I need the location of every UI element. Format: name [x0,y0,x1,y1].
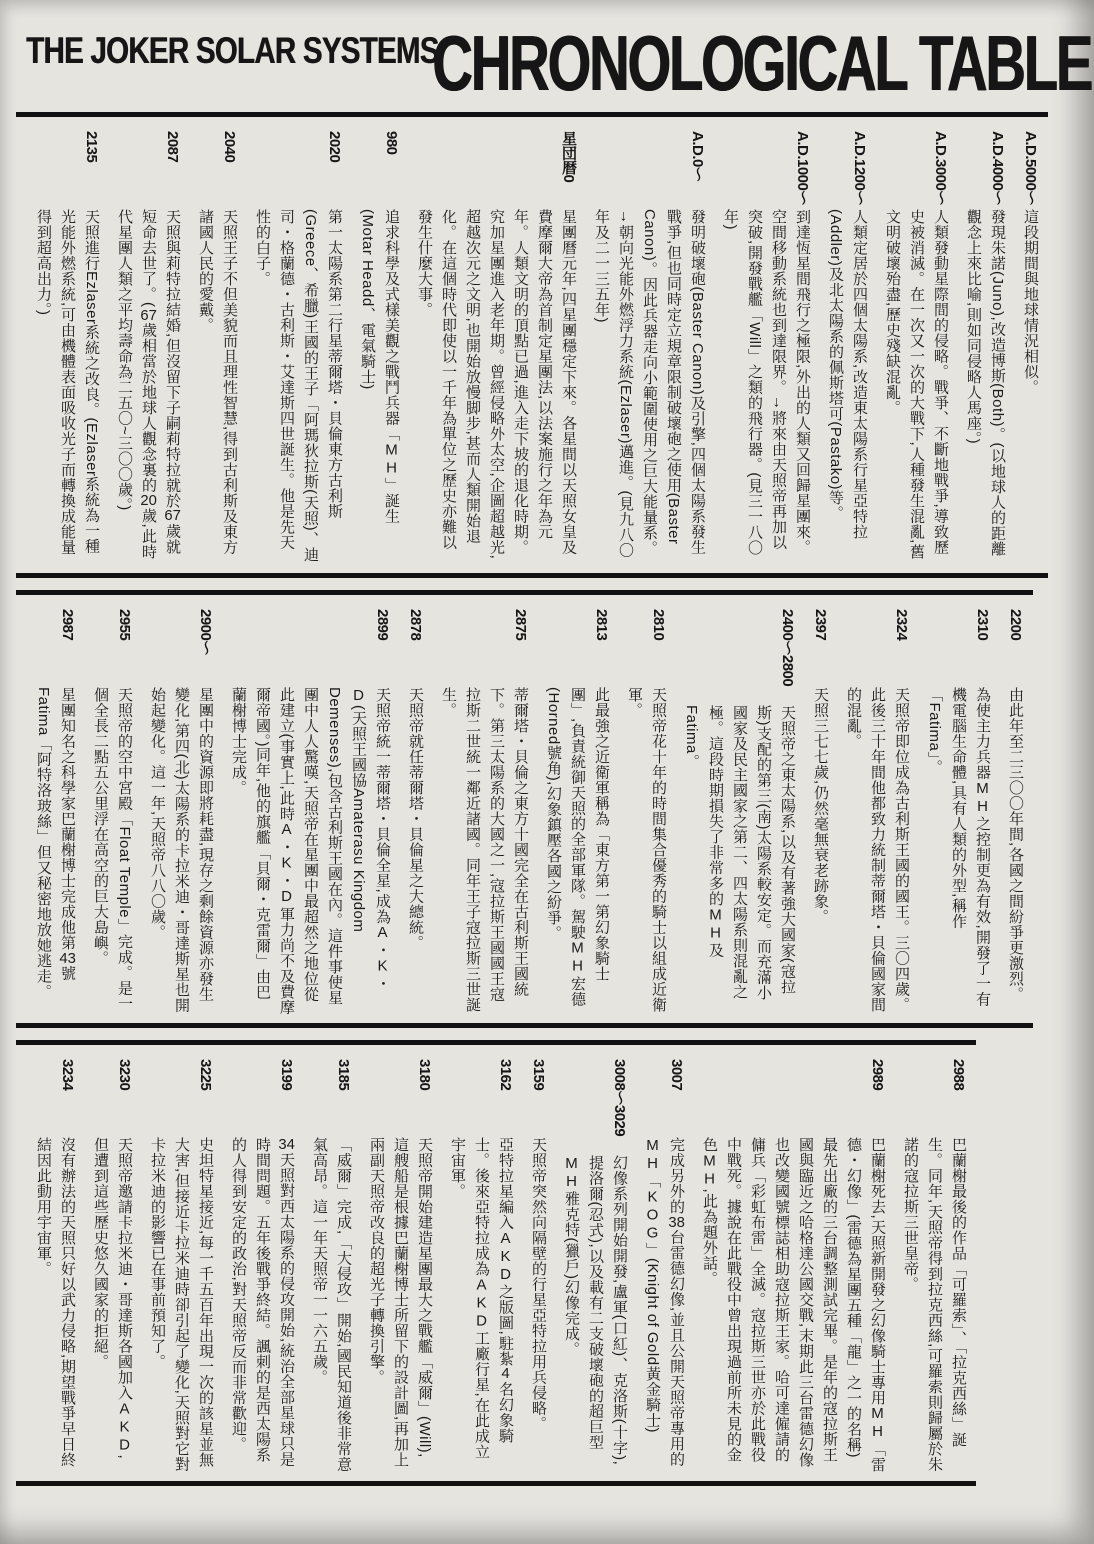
entry-year: A.D.1000〜 [794,131,811,205]
entry-year: 星団暦0 [560,131,577,183]
timeline-entry [112,125,184,565]
entry-text: 發現朱諾(Juno),改造博斯(Both)。(以地球人的距離觀念上來比喻,則如同侵略人馬座。) [965,209,1006,557]
timeline-band-ancient [16,112,1048,578]
timeline-band-middle [16,590,1033,1028]
timeline-entry [31,1053,79,1473]
entry-text: 天照帝邀請卡拉米迪・哥達斯各國加入AKD,但遭到這些歷史悠久國家的拒絕。 [92,1137,133,1460]
timeline-entry [193,125,241,565]
timeline-entry [364,1053,436,1473]
timeline-entry [88,1053,136,1473]
timeline-entry [226,1053,298,1473]
entry-year: A.D.3000〜 [932,131,949,205]
entry-year: 2020 [326,131,343,163]
entry-text: 天照帝統一蒂爾塔・貝倫全星,成為A・K・D(天照王國協Amaterasu Kingdom Demenses),包含古利斯王國在內。這件事使星團中人人驚嘆,天照帝在星團中最超然之地位從此建立(事實上,此時A・K・D軍力尚不及費摩爾帝國。)同年,他的旗艦「貝爾・克雷爾」由巴蘭榭博士完成。 [230,687,391,1015]
entry-year: 2875 [512,609,529,641]
entry-year: 3230 [116,1059,133,1091]
entry-year: A.D.5000〜 [1022,131,1039,205]
timeline-entry [1003,603,1027,1015]
entry-text: 由此年至二三〇〇年間,各國之間紛爭更激烈。 [1007,687,1024,1002]
timeline-entry [718,125,814,565]
entry-year: 2397 [812,609,829,641]
entry-year: 3008〜3029 [611,1059,628,1137]
timeline-entry [445,1053,517,1473]
entry-text: 天照與莉特拉結婚,但沒留下子嗣莉特拉就於67歲就短命去世了。(67歲相當於地球人觀念裏的20歲,此時代星團人類之平均壽命為二五〇~三〇〇歲。) [116,209,181,560]
page-header [0,0,1094,112]
entry-year: 2989 [869,1059,886,1091]
entry-text: 蒂爾塔・貝倫之東方十國完全在古利斯王國統下。第三太陽系的大國之一,寇拉斯王國國王寇拉斯二世統一鄰近諸國。同年王子寇拉斯三世誕生。 [440,687,529,1013]
timeline-entry [88,603,136,1015]
entry-text: 追求科學及式樣美觀之戰鬥兵器「MH」誕生(Motar Headd、電氣騎士) [359,209,400,524]
entry-text: 星團曆元年,四星團穩定下來。各星間以天照女皇及費摩爾大帝為首制定星團法,以法案施行之年為元年。人類文明的頂點已過,進入走下坡的退化時期。究加星團進入老年期。曾經侵略外太空,企圖超越光,超越次元之文明,也開始放慢脚步,甚而人類開始退化。在這個時代即使以一千年為單位之歷史亦難以發生什麼大事。 [416,209,577,560]
entry-text: 第一太陽系第二行星蒂爾塔・貝倫東方古利斯(Greece、希臘)王國的王子「阿瑪狄拉斯(天照)、迪司・格蘭德・古利斯・艾達斯四世誕生。他是先天性的白子。 [254,209,343,563]
entry-text: 巴蘭榭最後的作品「可羅索」、「拉克西絲」誕生。同年,天照帝得到拉克西絲,可羅索則歸屬於朱諾的寇拉斯三世皇帝。 [902,1137,967,1472]
series-title: THE JOKER SOLAR SYSTEMS [26,30,439,71]
timeline-entry [808,603,832,1015]
entry-text: 星團中的資源即將耗盡,現存之剩餘資源亦發生變化,第四(北)太陽系的卡拉米迪・哥達斯星也開始起變化。這一年,天照帝八八〇歲。 [149,687,214,1013]
entry-text: 天照三七七歲,仍然毫無衰老跡象。 [812,687,829,925]
entry-year: 2200 [1007,609,1024,641]
entry-year: 3234 [59,1059,76,1091]
entry-text: 天照帝的空中宮殿「Float Temple」完成。是一個全長二點五公里浮在高空的巨大島嶼。 [92,687,133,1012]
entry-text: 「威爾」完成,「大侵攻」開始,國民知道後非常意氣高昂。這一年天照帝一一六五歲。 [311,1137,352,1472]
timeline-entry [640,1053,688,1473]
entry-text: 完成另外的38台雷德幻像,並且公開天照帝專用的MH「KOG」(Knight of Gold黃金騎士) [644,1137,685,1467]
timeline-entry [898,1053,970,1473]
entry-year: 2955 [116,609,133,641]
timeline-entry [355,125,403,565]
entry-text: 亞特拉星編入AKD之版圖,駐紮4名幻象騎士。後來亞特拉成為AKD工廠行星,在此成立宇宙軍。 [449,1137,514,1460]
entry-text: 為使主力兵器MH之控制更為有效,開發了一有機電腦生命體,具有人類的外型,稱作「Fatima」。 [926,687,991,1007]
entry-text: 天照王子不但美貌而且理性智慧,得到古利斯及東方諸國人民的愛戴。 [197,209,238,555]
entry-year: 3185 [335,1059,352,1091]
timeline-entry [961,125,1009,565]
page-title: CHRONOLOGICAL TABLE [432,19,1091,107]
timeline-entry [145,603,217,1015]
timeline-entry [589,125,709,565]
timeline-entry [679,603,799,1015]
entry-text: 到達恆星間飛行之極限,外出的人類又回歸星團來。空間移動系統也到達限界。→將來由天照帝再加以突破,開發戰艦「Will」之類的飛行器。(見三一八〇年) [722,209,811,556]
entry-text: 巴蘭榭死去,天照新開發之幻像騎士專用MH「雷德・幻像」(雷德為星團五種「龍」之一的名稱)最先出廠的三台調整測試完畢。是年的寇拉斯王國與臨近之哈格達公國交戰,末期此三台雷德幻像也改變國號標誌相助寇拉斯王家。哈可達僱請的傭兵「彩虹布雷」全滅。寇拉斯三世亦於此戰役中戰死。據說在此戰役中曾出現過前所未見的金色MH,此為題外話。 [701,1137,886,1473]
entry-year: 2988 [950,1059,967,1091]
entry-year: 2899 [374,609,391,641]
entry-text: 這段期間與地球情況相似。 [1022,209,1039,395]
timeline-entry [880,125,952,565]
entry-year: 2810 [650,609,667,641]
entry-text: 天照帝即位成為古利斯王國的國王。三〇四歲。此後三十年間他都致力統制蒂爾塔・貝倫國家間的混亂。 [845,687,910,1013]
entry-year: 2900〜 [197,609,214,655]
entry-year: A.D.4000〜 [989,131,1006,205]
entry-year: 3199 [278,1059,295,1091]
timeline-entry [226,603,394,1015]
timeline-entry [841,603,913,1015]
entry-year: 3225 [197,1059,214,1091]
entry-text: 天照帝花十年的時間集合優秀的騎士以組成近衛軍。 [626,687,667,1013]
entry-year: 3159 [530,1059,547,1091]
entry-text: 沒有辦法的天照只好以武力侵略,期望戰爭早日終結因此動用宇宙軍。 [35,1137,76,1468]
entry-year: 2324 [893,609,910,641]
entry-year: 2135 [83,131,100,163]
entry-text: 星團知名之科學家巴蘭榭博士完成他第43號Fatima「阿特洛玻絲」但又秘密地放她逃走。 [35,687,76,1000]
entry-year: 3007 [668,1059,685,1091]
timeline-entry [526,1053,550,1473]
timeline-entry [403,603,427,1015]
timeline-entry [1018,125,1042,565]
entry-year: 980 [383,131,400,155]
entry-text: 天照帝就任蒂爾塔・貝倫星之大總統。 [407,687,424,951]
entry-text: 發明破壞砲(Baster Canon)及引擎,四個太陽系發生戰爭,但也同時定立規章限制破壞砲之使用(Baster Canon)。因此兵器走向小範圍使用之巨大能量系。→朝向光能外燃浮力系統(Ezlaser)邁進。(見九八〇年及二一三五年) [593,209,706,559]
entry-text: 天照帝開始建造星團最大之戰艦「威爾」(Will),這艘船是根據巴蘭榭博士所留下的設計圖,再加上兩副天照帝改良的超光子轉換引擎。 [368,1137,433,1468]
entry-year: 3180 [416,1059,433,1091]
timeline-entry [922,603,994,1015]
entry-year: A.D.0〜 [689,131,706,182]
entry-year: 2400〜2800 [779,609,796,687]
timeline-entry [145,1053,217,1473]
timeline-entry [31,125,103,565]
entry-text: 天照帝之東太陽系,以及有著強大國家(寇拉斯)支配的第三(南)太陽系較安定。而充滿小國家及民主國家之第二、四太陽系則混亂之極。這段時期損失了非常多的MH及Fatima。 [683,705,796,1001]
entry-year: 2040 [221,131,238,163]
entry-text: 此最強之近衛軍稱為「東方第一第幻象騎士團」,負責統御天照的全部軍隊。駕駛MH宏德(Horned號角),幻象鎮壓各國之紛爭。 [545,687,610,1007]
entry-text: 34天照對西太陽系的侵攻開始,統治全部星球只是時間問題。五年後戰爭終結。諷刺的是西太陽系的人得到安定的政治,對天照帝反而非常歡迎。 [230,1137,295,1467]
timeline-entry [436,603,532,1015]
entry-text: 人類發動星際間的侵略。戰爭、不斷地戰爭,導致歷史被消滅。在一次又一次的大戰下,人種發生混亂,舊文明破壞殆盡,歷史殘缺混亂。 [884,209,949,560]
entry-year: 2878 [407,609,424,641]
timeline-band-recent [16,1040,976,1486]
entry-year: A.D.1200〜 [851,131,868,205]
entry-year: 3162 [497,1059,514,1091]
entry-year: 2087 [164,131,181,163]
entry-text: 天照帝突然向隔壁的行星亞特拉用兵侵略。 [530,1137,547,1432]
timeline-entry [412,125,580,565]
timeline-entry [250,125,346,565]
entry-text: 人類定居於四個太陽系,改造東太陽系行星亞特拉(Addler)及北太陽系的佩斯塔可(Pastako)等。 [827,209,868,540]
timeline-entry [31,603,79,1015]
entry-year: 2987 [59,609,76,641]
timeline-entry [622,603,670,1015]
entry-year: 2813 [593,609,610,641]
entry-text: 史坦特星接近,每一千五百年出現一次的該星並無大害,但接近卡拉米迪時卻引起了變化,天照對它對卡拉米迪的影響已在事前預知了。 [149,1137,214,1472]
entry-year: 2310 [974,609,991,641]
timeline-entry [541,603,613,1015]
entry-text: 幻像系列開始開發,盧軍(口紅)、克洛斯(十字),提洛爾(忍式),以及載有二支破壞砲的超巨型MH雅克特(獵戶)幻像完成。 [563,1155,628,1466]
entry-text: 天照進行Ezlaser系統之改良。(Ezlaser系統為一種光能外燃系統,可由機體表面吸收光子而轉換成能量得到超高出力。) [35,209,100,555]
timeline-entry [697,1053,889,1473]
timeline-entry [307,1053,355,1473]
timeline-entry [559,1053,631,1473]
timeline-entry [823,125,871,565]
